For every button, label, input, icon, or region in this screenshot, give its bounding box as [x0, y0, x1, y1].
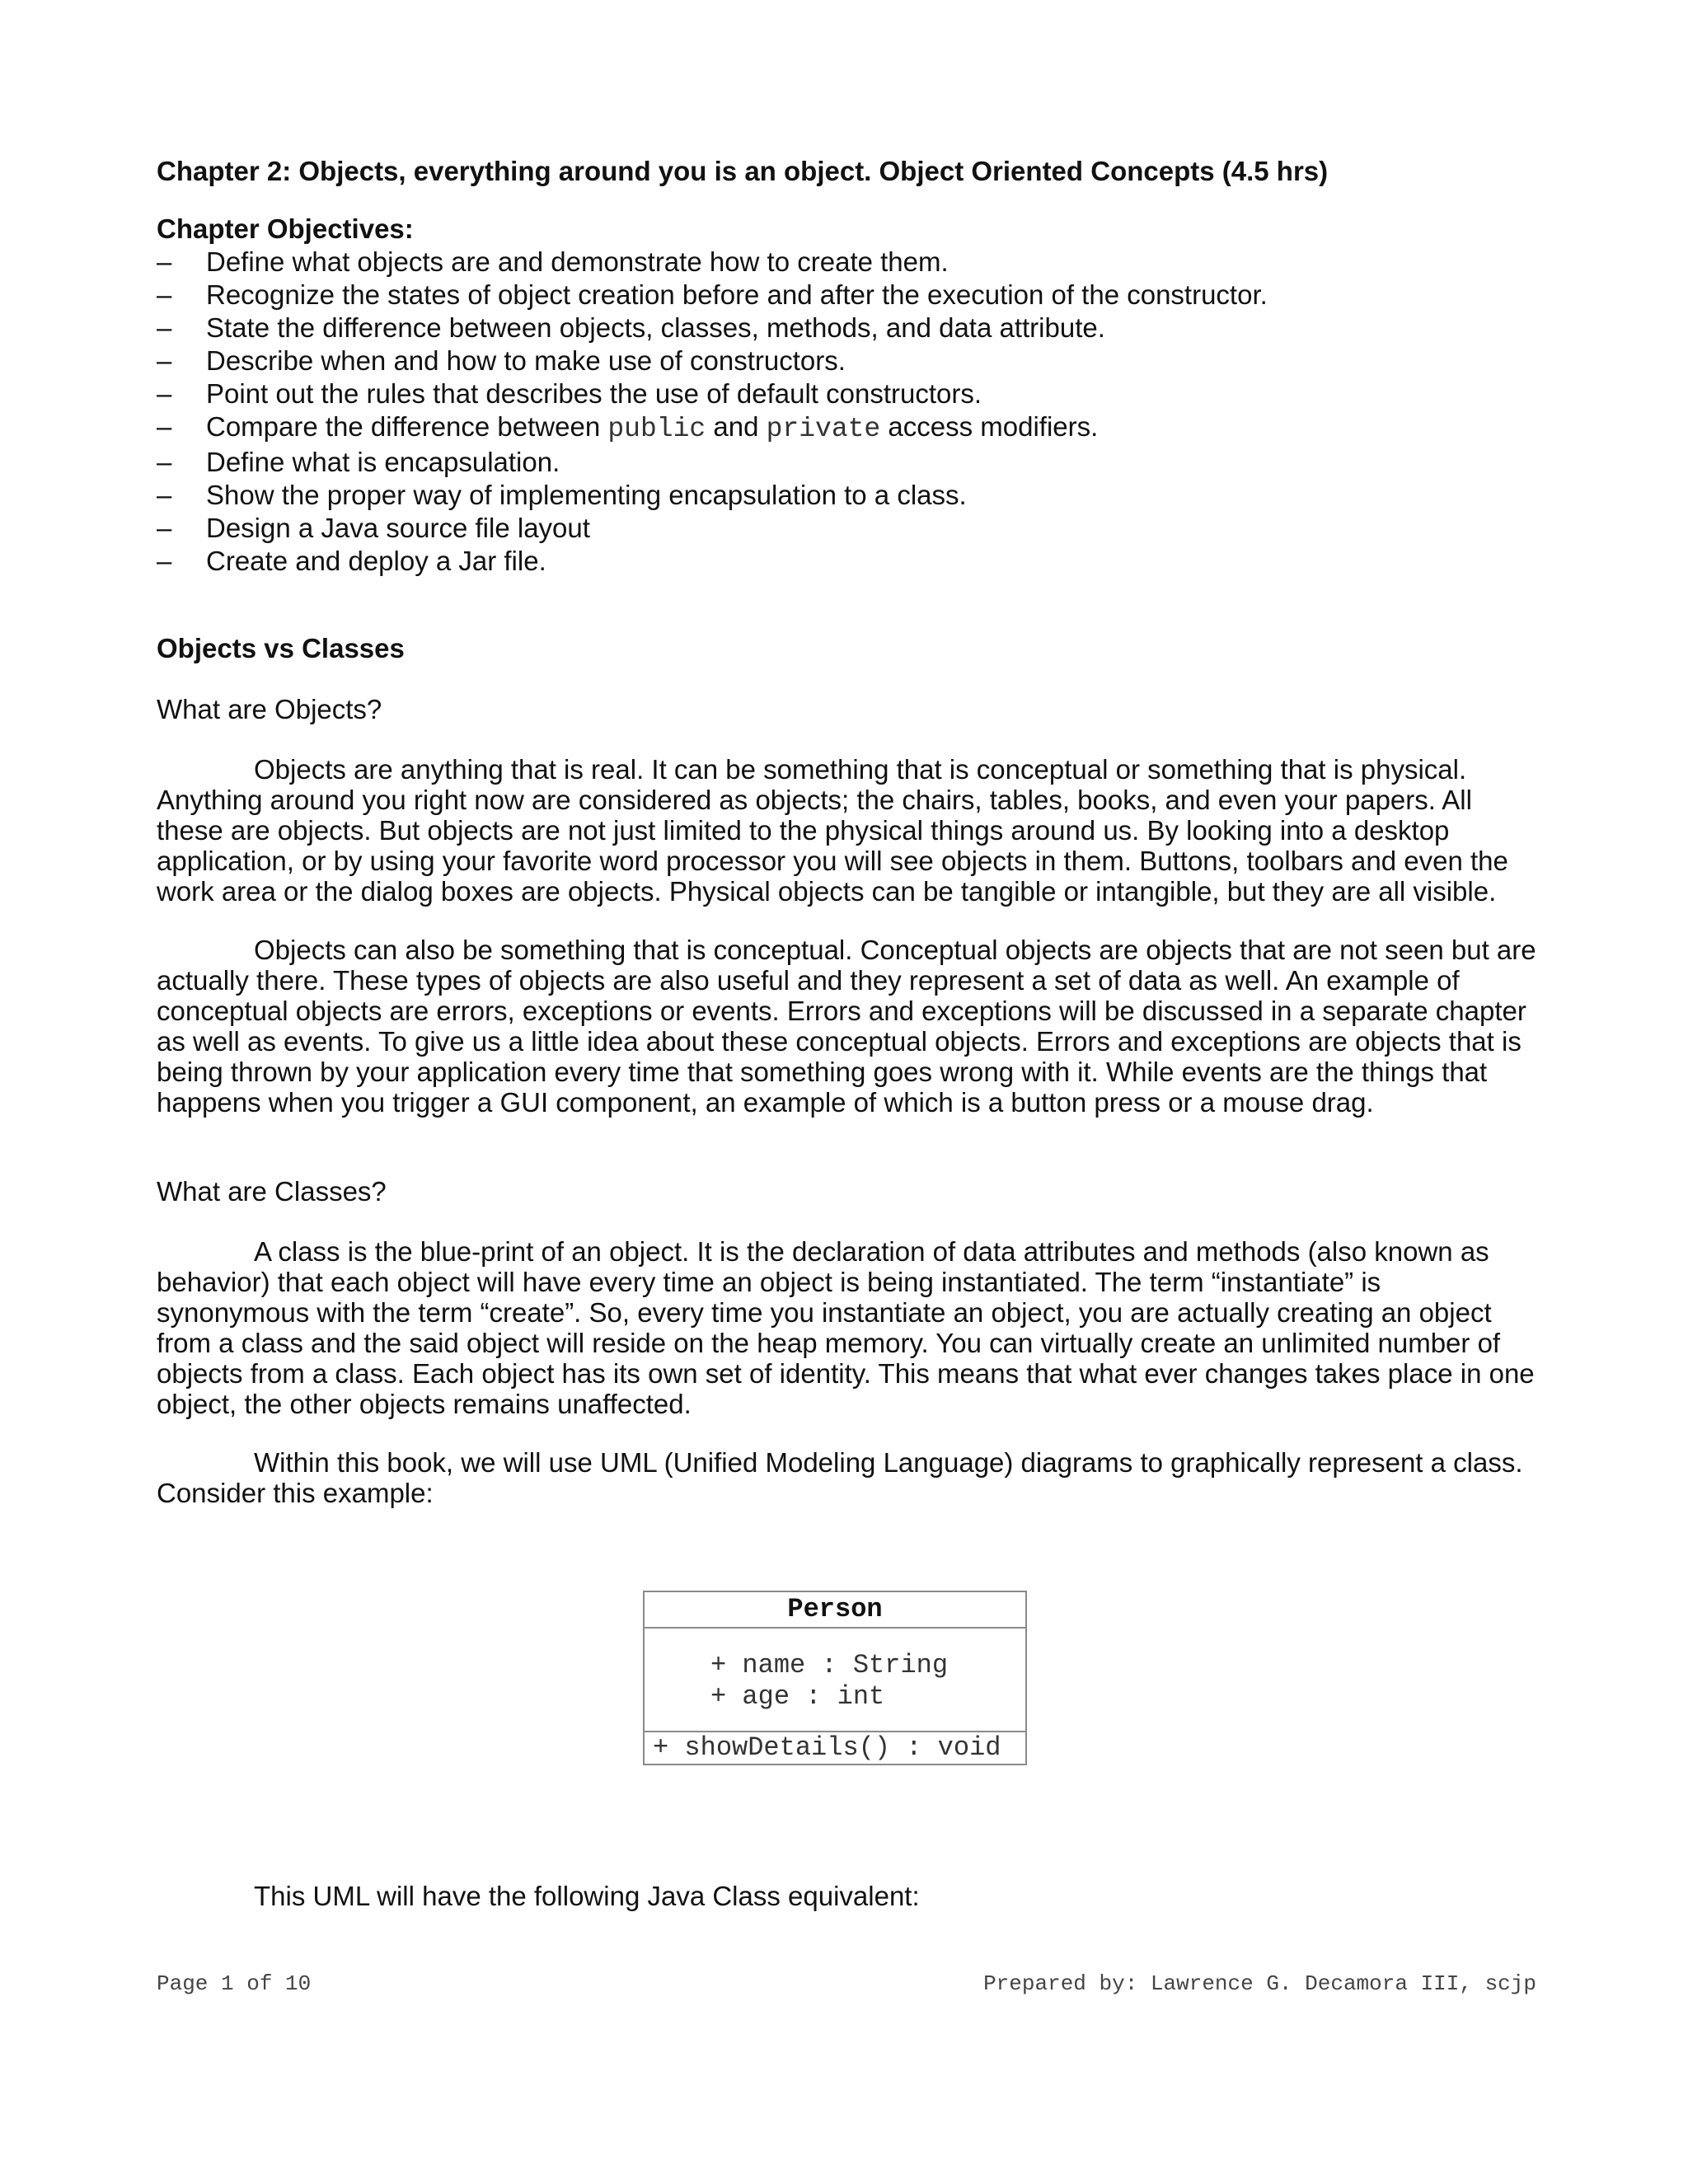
paragraph-uml-intro: Within this book, we will use UML (Unified Modeling Language) diagrams to graphically represent a class. Consider this example: [157, 1447, 1523, 1508]
bullet-dash: – [157, 447, 172, 477]
code-public: public [607, 414, 706, 444]
objective-text: Define what is encapsulation. [206, 447, 560, 477]
objective-text: State the difference between objects, classes, methods, and data attribute. [206, 312, 1105, 343]
objective-item [157, 446, 1537, 479]
bullet-dash: – [157, 411, 172, 442]
objective-text: Define what objects are and demonstrate how to create them. [206, 246, 949, 277]
footer-page-number: Page 1 of 10 [157, 1971, 312, 1996]
objective-text: access modifiers. [880, 411, 1099, 442]
objectives-list [157, 246, 1537, 578]
section-heading: Objects vs Classes [157, 633, 405, 663]
bullet-dash: – [157, 246, 172, 277]
objectives-heading: Chapter Objectives: [157, 213, 414, 244]
paragraph-java-equivalent: This UML will have the following Java Class equivalent: [254, 1881, 920, 1911]
bullet-dash: – [157, 345, 172, 376]
objective-text: Design a Java source file layout [206, 513, 590, 543]
paragraph-classes: A class is the blue-print of an object. It is the declaration of data attributes and methods (also known as behavior) that each object will have every time an object is being instantiated. The term “instantiate” is synonymous with the term “create”. So, every time you instantiate an object, you are actually creating an object from a class and the said object will reside on the heap memory. You can virtually create an unlimited number of objects from a class. Each object has its own set of identity. This means that what ever changes takes place in one object, the other objects remains unaffected. [157, 1236, 1535, 1419]
uml-attribute: + name : String [710, 1650, 949, 1680]
bullet-dash: – [157, 513, 172, 543]
uml-class-name: Person [645, 1592, 1025, 1629]
page-content [157, 155, 1537, 1508]
uml-attributes [645, 1629, 1025, 1732]
objective-text: Show the proper way of implementing encapsulation to a class. [206, 480, 967, 510]
bullet-dash: – [157, 378, 172, 409]
subheading-objects: What are Objects? [157, 694, 382, 724]
chapter-title: Chapter 2: Objects, everything around you is an object. Object Oriented Concepts (4.5 hrs) [157, 156, 1329, 186]
paragraph-objects-conceptual: Objects can also be something that is conceptual. Conceptual objects are objects that are not seen but are actually there. These types of objects are also useful and they represent a set of data as well. An example of conceptual objects are errors, exceptions or events. Errors and exceptions will be discussed in a separate chapter as well as events. To give us a little idea about these conceptual objects. Errors and exceptions are objects that is being thrown by your application every time that something goes wrong with it. While events are the things that happens when you trigger a GUI component, an example of which is a button press or a mouse drag. [157, 935, 1536, 1118]
objective-text: Create and deploy a Jar file. [206, 546, 546, 576]
objective-text: Compare the difference between [206, 411, 608, 442]
code-private: private [766, 414, 881, 444]
objective-text: Point out the rules that describes the use of default constructors. [206, 378, 982, 409]
uml-method: + showDetails() : void [653, 1732, 1001, 1763]
objective-item [157, 512, 1537, 545]
uml-attribute: + age : int [710, 1681, 885, 1712]
paragraph-objects-physical: Objects are anything that is real. It can be something that is conceptual or something that is physical. Anything around you right now are considered as objects; the chairs, tables, books, and even your papers. All these are objects. But objects are not just limited to the physical things around us. By looking into a desktop application, or by using your favorite word processor you will see objects in them. Buttons, toolbars and even the work area or the dialog boxes are objects. Physical objects can be tangible or intangible, but they are all visible. [157, 754, 1508, 907]
objective-item [157, 545, 1537, 578]
objective-item [157, 479, 1537, 512]
bullet-dash: – [157, 480, 172, 510]
objective-item [157, 344, 1537, 377]
objective-text: and [706, 411, 767, 442]
bullet-dash: – [157, 312, 172, 343]
objective-item [157, 312, 1537, 344]
objective-text: Describe when and how to make use of constructors. [206, 345, 846, 376]
objective-item [157, 246, 1537, 279]
subheading-classes: What are Classes? [157, 1176, 387, 1207]
uml-class-diagram [643, 1591, 1027, 1765]
objective-text: Recognize the states of object creation before and after the execution of the constructor. [206, 279, 1268, 310]
objective-item [157, 377, 1537, 410]
footer-author: Prepared by: Lawrence G. Decamora III, scjp [983, 1971, 1536, 1996]
objective-item [157, 279, 1537, 312]
objective-item [157, 410, 1537, 446]
bullet-dash: – [157, 546, 172, 576]
bullet-dash: – [157, 279, 172, 310]
